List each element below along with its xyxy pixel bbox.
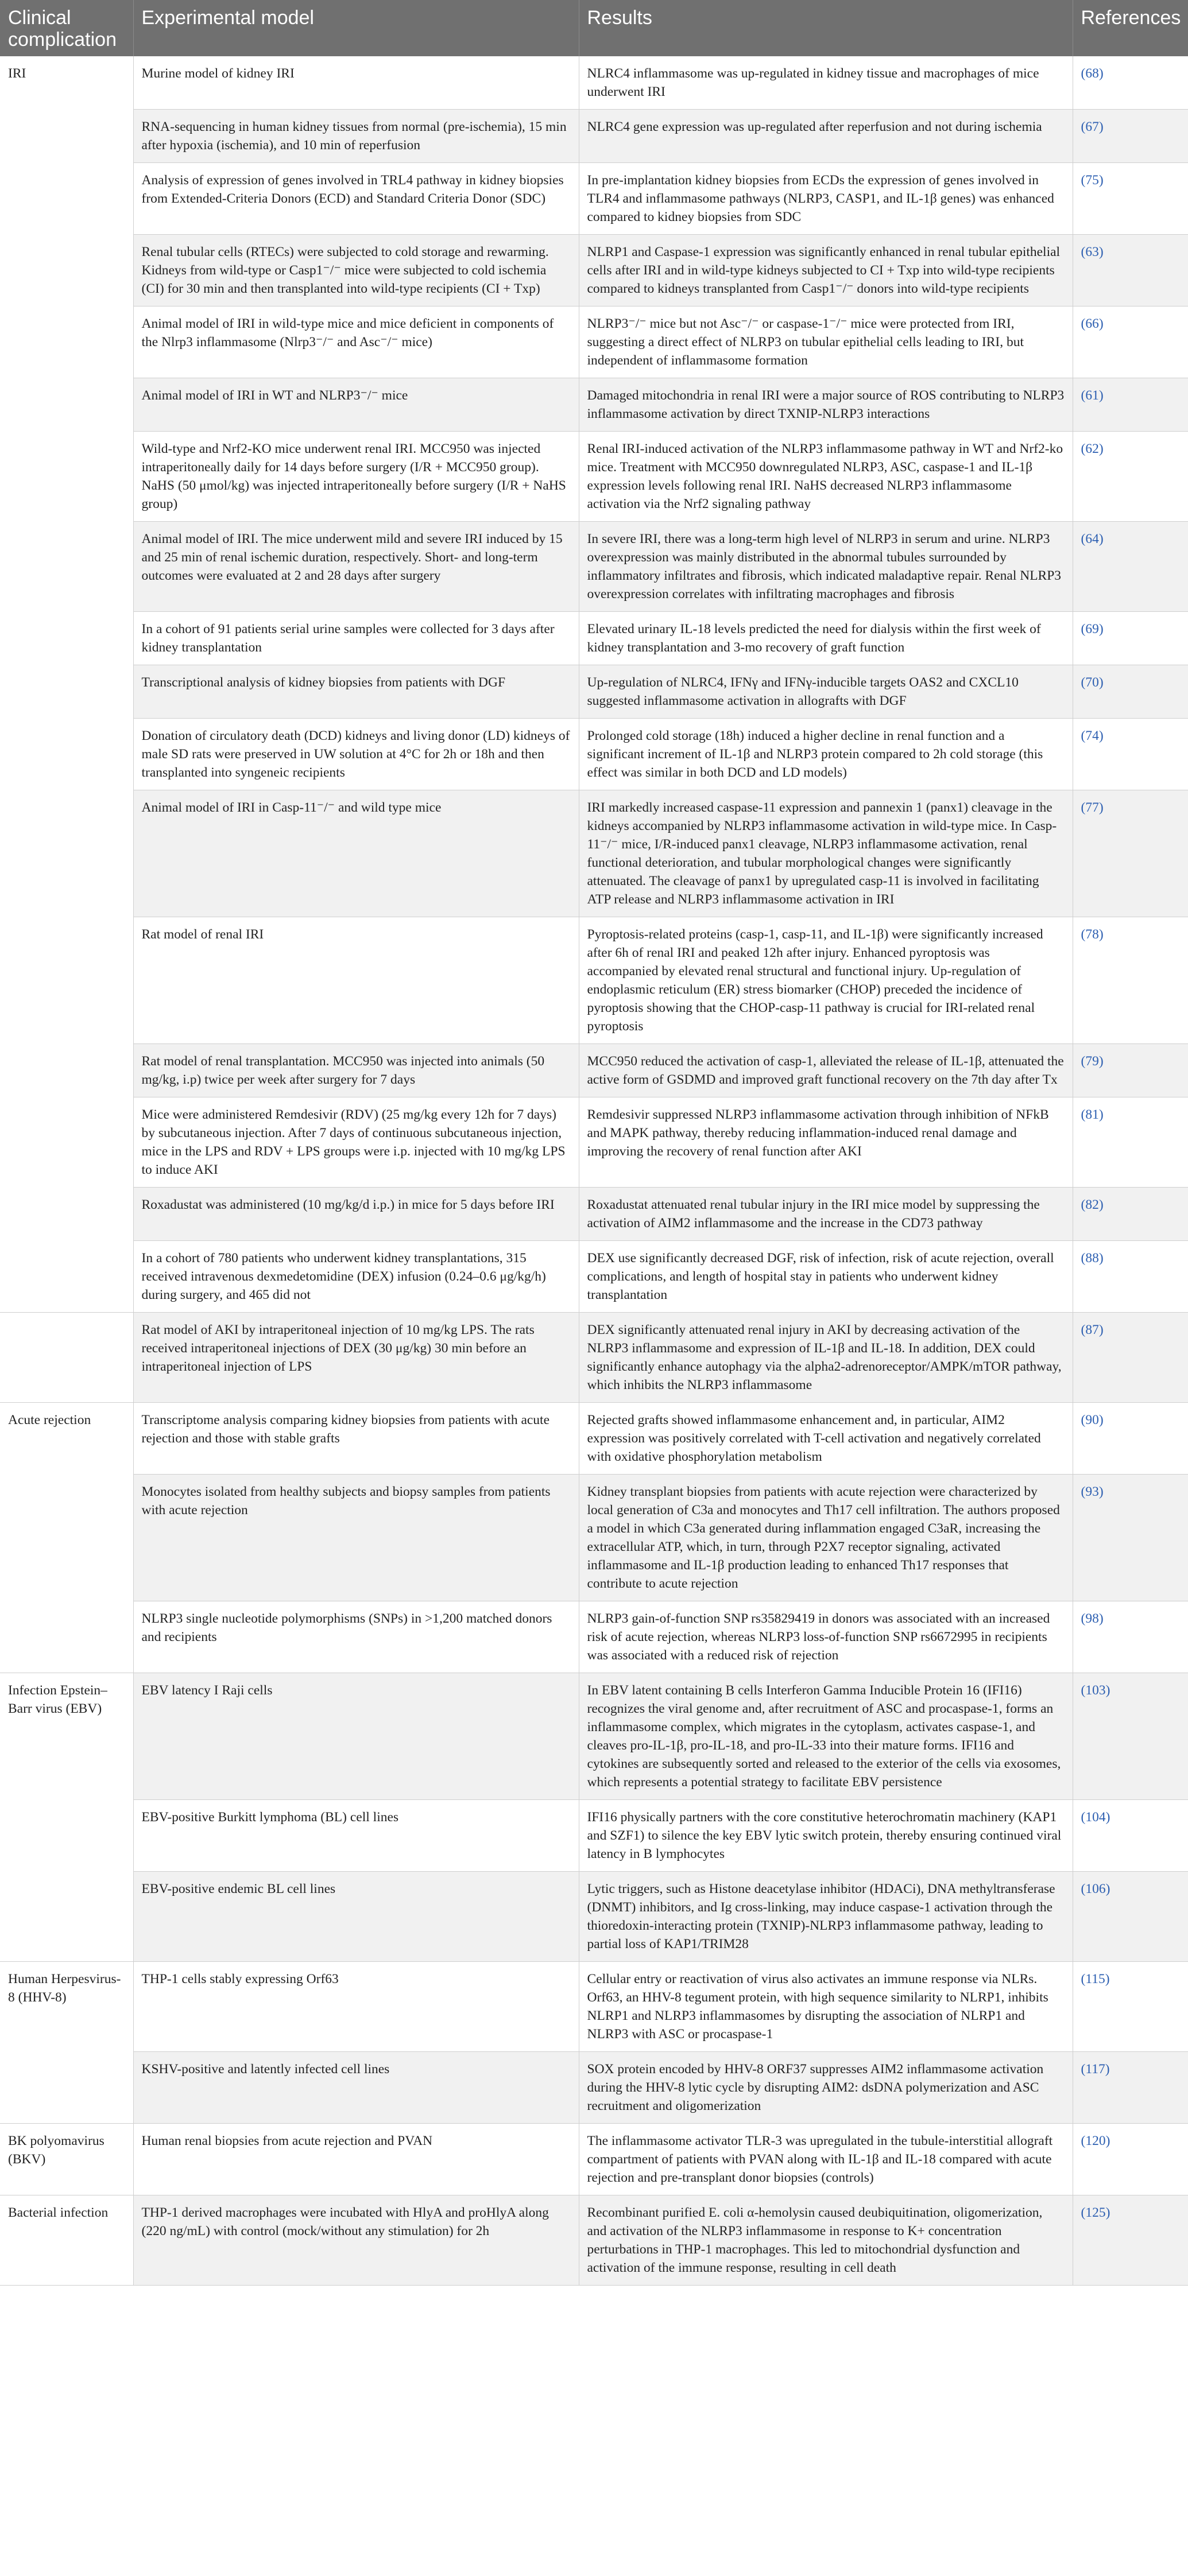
model-cell: Analysis of expression of genes involved in TRL4 pathway in kidney biopsies from Extended-Criteria Donors (ECD) and Standard Criteria Donor (SDC) xyxy=(133,163,579,235)
reference-link[interactable]: (104) xyxy=(1073,1800,1188,1872)
reference-link[interactable]: (74) xyxy=(1073,719,1188,790)
model-cell: EBV latency I Raji cells xyxy=(133,1673,579,1800)
complication-cell: Human Herpesvirus-8 (HHV-8) xyxy=(0,1962,133,2124)
table-row xyxy=(0,307,1188,378)
model-cell: EBV-positive Burkitt lymphoma (BL) cell lines xyxy=(133,1800,579,1872)
model-cell: Monocytes isolated from healthy subjects and biopsy samples from patients with acute rejection xyxy=(133,1475,579,1601)
result-cell: DEX significantly attenuated renal injury in AKI by decreasing activation of the NLRP3 inflammasome and expression of IL-1β and IL-18. In addition, DEX could significantly enhance autophagy via the alpha2-adrenoreceptor/AMPK/mTOR pathway, which inhibits the NLRP3 inflammasome xyxy=(579,1313,1073,1403)
result-cell: NLRC4 gene expression was up-regulated after reperfusion and not during ischemia xyxy=(579,110,1073,163)
model-cell: Human renal biopsies from acute rejection and PVAN xyxy=(133,2124,579,2195)
table-row xyxy=(0,1475,1188,1601)
reference-link[interactable]: (90) xyxy=(1073,1403,1188,1475)
result-cell: The inflammasome activator TLR-3 was upregulated in the tubule-interstitial allograft compartment of patients with PVAN along with IL-1β and IL-18 compared with acute rejection and pre-transplant donor biopsies (controls) xyxy=(579,2124,1073,2195)
reference-link[interactable]: (81) xyxy=(1073,1097,1188,1188)
header-experimental-model: Experimental model xyxy=(133,0,579,56)
result-cell: Elevated urinary IL-18 levels predicted the need for dialysis within the first week of kidney transplantation and 3-mo recovery of graft function xyxy=(579,612,1073,665)
reference-link[interactable]: (64) xyxy=(1073,522,1188,612)
result-cell: IRI markedly increased caspase-11 expression and pannexin 1 (panx1) cleavage in the kidneys accompanied by NLRP3 inflammasome activation in wild-type mice. In Casp-11⁻/⁻ mice, I/R-induced panx1 cleavage, NLRP3 inflammasome activation, renal functional deterioration, and tubular morphological changes were significantly attenuated. The cleavage of panx1 by upregulated casp-11 is involved in facilitating ATP release and NLRP3 inflammasome activation in IRI xyxy=(579,790,1073,917)
table-row xyxy=(0,665,1188,719)
reference-link[interactable]: (67) xyxy=(1073,110,1188,163)
table-row xyxy=(0,2195,1188,2286)
model-cell: Rat model of AKI by intraperitoneal injection of 10 mg/kg LPS. The rats received intraperitoneal injections of DEX (30 μg/kg) 30 min before an intraperitoneal injection of LPS xyxy=(133,1313,579,1403)
model-cell: Murine model of kidney IRI xyxy=(133,56,579,110)
result-cell: NLRP3⁻/⁻ mice but not Asc⁻/⁻ or caspase-1⁻/⁻ mice were protected from IRI, suggesting a direct effect of NLRP3 on tubular epithelial cells leading to IRI, but independent of inflammasome formation xyxy=(579,307,1073,378)
result-cell: Up-regulation of NLRC4, IFNγ and IFNγ-inducible targets OAS2 and CXCL10 suggested inflammasome activation in allografts with DGF xyxy=(579,665,1073,719)
reference-link[interactable]: (68) xyxy=(1073,56,1188,110)
table-row xyxy=(0,163,1188,235)
result-cell: In EBV latent containing B cells Interferon Gamma Inducible Protein 16 (IFI16) recognizes the viral genome and, after recruitment of ASC and procaspase-1, forms an inflammasome complex, which migrates in the cytoplasm, activates caspase-1, and cleaves pro-IL-1β, pro-IL-18, and pro-IL-33 into their mature forms. IFI16 and cytokines are subsequently sorted and released to the exterior of the cells via exosomes, which represents a potential strategy to facilitate EBV persistence xyxy=(579,1673,1073,1800)
result-cell: Lytic triggers, such as Histone deacetylase inhibitor (HDACi), DNA methyltransferase (DNMT) inhibitors, and Ig cross-linking, may induce caspase-1 activation through the thioredoxin-interacting protein (TXNIP)-NLRP3 inflammasome pathway, leading to partial loss of KAP1/TRIM28 xyxy=(579,1872,1073,1962)
result-cell: In severe IRI, there was a long-term high level of NLRP3 in serum and urine. NLRP3 overexpression was mainly distributed in the abnormal tubules surrounded by inflammatory infiltrates and fibrosis, which indicated maladaptive repair. Renal NLRP3 overexpression correlates with infiltrating macrophages and fibrosis xyxy=(579,522,1073,612)
complication-cell: Bacterial infection xyxy=(0,2195,133,2286)
result-cell: Damaged mitochondria in renal IRI were a major source of ROS contributing to NLRP3 inflammasome activation by direct TXNIP-NLRP3 interactions xyxy=(579,378,1073,432)
result-cell: Remdesivir suppressed NLRP3 inflammasome activation through inhibition of NFkB and MAPK pathway, thereby reducing inflammation-induced renal damage and improving the recovery of renal function after AKI xyxy=(579,1097,1073,1188)
header-references: References xyxy=(1073,0,1188,56)
table-row xyxy=(0,612,1188,665)
model-cell: Donation of circulatory death (DCD) kidneys and living donor (LD) kidneys of male SD rats were preserved in UW solution at 4°C for 2h or 18h and then transplanted into syngeneic recipients xyxy=(133,719,579,790)
header-results: Results xyxy=(579,0,1073,56)
model-cell: Animal model of IRI. The mice underwent mild and severe IRI induced by 15 and 25 min of renal ischemic duration, respectively. Short- and long-term outcomes were evaluated at 2 and 28 days after surgery xyxy=(133,522,579,612)
result-cell: DEX use significantly decreased DGF, risk of infection, risk of acute rejection, overall complications, and length of hospital stay in patients who underwent kidney transplantation xyxy=(579,1241,1073,1313)
model-cell: THP-1 cells stably expressing Orf63 xyxy=(133,1962,579,2052)
reference-link[interactable]: (69) xyxy=(1073,612,1188,665)
model-cell: Transcriptional analysis of kidney biopsies from patients with DGF xyxy=(133,665,579,719)
table-row xyxy=(0,2052,1188,2124)
table-row xyxy=(0,1097,1188,1188)
reference-link[interactable]: (82) xyxy=(1073,1188,1188,1241)
reference-link[interactable]: (78) xyxy=(1073,917,1188,1044)
result-cell: SOX protein encoded by HHV-8 ORF37 suppresses AIM2 inflammasome activation during the HHV-8 lytic cycle by disrupting AIM2: dsDNA polymerization and ASC recruitment and oligomerization xyxy=(579,2052,1073,2124)
reference-link[interactable]: (98) xyxy=(1073,1601,1188,1673)
result-cell: In pre-implantation kidney biopsies from ECDs the expression of genes involved in TLR4 and inflammasome pathways (NLRP3, CASP1, and IL-1β genes) was enhanced compared to kidney biopsies from SDC xyxy=(579,163,1073,235)
model-cell: NLRP3 single nucleotide polymorphisms (SNPs) in >1,200 matched donors and recipients xyxy=(133,1601,579,1673)
table-row xyxy=(0,917,1188,1044)
table-row xyxy=(0,56,1188,110)
reference-link[interactable]: (66) xyxy=(1073,307,1188,378)
table-body xyxy=(0,56,1188,2286)
table-row xyxy=(0,1962,1188,2052)
header-clinical-complication: Clinical complication xyxy=(0,0,133,56)
model-cell: Rat model of renal transplantation. MCC950 was injected into animals (50 mg/kg, i.p) twice per week after surgery for 7 days xyxy=(133,1044,579,1097)
complication-cell: Infection Epstein–Barr virus (EBV) xyxy=(0,1673,133,1962)
table-row xyxy=(0,1241,1188,1313)
table-row xyxy=(0,110,1188,163)
reference-link[interactable]: (70) xyxy=(1073,665,1188,719)
model-cell: Transcriptome analysis comparing kidney biopsies from patients with acute rejection and those with stable grafts xyxy=(133,1403,579,1475)
result-cell: Cellular entry or reactivation of virus also activates an immune response via NLRs. Orf63, an HHV-8 tegument protein, with high sequence similarity to NLRP1, inhibits NLRP1 and NLRP3 inflammasomes by disrupting the association of NLRP1 and NLRP3 with ASC or procaspase-1 xyxy=(579,1962,1073,2052)
model-cell: Mice were administered Remdesivir (RDV) (25 mg/kg every 12h for 7 days) by subcutaneous injection. After 7 days of continuous subcutaneous injection, mice in the LPS and RDV + LPS groups were i.p. injected with 10 mg/kg LPS to induce AKI xyxy=(133,1097,579,1188)
reference-link[interactable]: (87) xyxy=(1073,1313,1188,1403)
complication-cell xyxy=(0,1313,133,1403)
table-row xyxy=(0,1673,1188,1800)
table-row xyxy=(0,235,1188,307)
model-cell: EBV-positive endemic BL cell lines xyxy=(133,1872,579,1962)
result-cell: Rejected grafts showed inflammasome enhancement and, in particular, AIM2 expression was positively correlated with T-cell activation and negatively correlated with oxidative phosphorylation metabolism xyxy=(579,1403,1073,1475)
result-cell: Recombinant purified E. coli α-hemolysin caused deubiquitination, oligomerization, and activation of the NLRP3 inflammasome in response to K+ concentration perturbations in THP-1 macrophages. This led to mitochondrial dysfunction and activation of the immune response, resulting in cell death xyxy=(579,2195,1073,2286)
reference-link[interactable]: (120) xyxy=(1073,2124,1188,2195)
model-cell: RNA-sequencing in human kidney tissues from normal (pre-ischemia), 15 min after hypoxia (ischemia), and 10 min of reperfusion xyxy=(133,110,579,163)
table-row xyxy=(0,522,1188,612)
model-cell: THP-1 derived macrophages were incubated with HlyA and proHlyA along (220 ng/mL) with control (mock/without any stimulation) for 2h xyxy=(133,2195,579,2286)
model-cell: Animal model of IRI in wild-type mice and mice deficient in components of the Nlrp3 inflammasome (Nlrp3⁻/⁻ and Asc⁻/⁻ mice) xyxy=(133,307,579,378)
model-cell: Animal model of IRI in Casp-11⁻/⁻ and wild type mice xyxy=(133,790,579,917)
reference-link[interactable]: (77) xyxy=(1073,790,1188,917)
table-row xyxy=(0,1601,1188,1673)
table-row xyxy=(0,719,1188,790)
table-header-row xyxy=(0,0,1188,56)
reference-link[interactable]: (117) xyxy=(1073,2052,1188,2124)
model-cell: Wild-type and Nrf2-KO mice underwent renal IRI. MCC950 was injected intraperitoneally daily for 14 days before surgery (I/R + MCC950 group). NaHS (50 μmol/kg) was injected intraperitoneally before surgery (I/R + NaHS group) xyxy=(133,432,579,522)
result-cell: Roxadustat attenuated renal tubular injury in the IRI mice model by suppressing the activation of AIM2 inflammasome and the increase in the CD73 pathway xyxy=(579,1188,1073,1241)
reference-link[interactable]: (62) xyxy=(1073,432,1188,522)
result-cell: IFI16 physically partners with the core constitutive heterochromatin machinery (KAP1 and SZF1) to silence the key EBV lytic switch protein, thereby ensuring continued viral latency in B lymphocytes xyxy=(579,1800,1073,1872)
result-cell: Prolonged cold storage (18h) induced a higher decline in renal function and a significant increment of IL-1β and NLRP3 protein compared to 2h cold storage (this effect was similar in both DCD and LD models) xyxy=(579,719,1073,790)
result-cell: Pyroptosis-related proteins (casp-1, casp-11, and IL-1β) were significantly increased after 6h of renal IRI and peaked 12h after injury. Enhanced pyroptosis was accompanied by elevated renal structural and functional injury. Up-regulation of endoplasmic reticulum (ER) stress biomarker (CHOP) preceded the incidence of pyroptosis showing that the CHOP-casp-11 pathway is crucial for IRI-related renal pyroptosis xyxy=(579,917,1073,1044)
model-cell: Rat model of renal IRI xyxy=(133,917,579,1044)
result-cell: NLRP3 gain-of-function SNP rs35829419 in donors was associated with an increased risk of acute rejection, whereas NLRP3 loss-of-function SNP rs6672995 in recipients was associated with a reduced risk of rejection xyxy=(579,1601,1073,1673)
reference-link[interactable]: (125) xyxy=(1073,2195,1188,2286)
table-row xyxy=(0,1044,1188,1097)
table-row xyxy=(0,790,1188,917)
reference-link[interactable]: (63) xyxy=(1073,235,1188,307)
complication-cell: IRI xyxy=(0,56,133,1313)
result-cell: MCC950 reduced the activation of casp-1, alleviated the release of IL-1β, attenuated the active form of GSDMD and improved graft functional recovery on the 7th day after Tx xyxy=(579,1044,1073,1097)
model-cell: Renal tubular cells (RTECs) were subjected to cold storage and rewarming. Kidneys from wild-type or Casp1⁻/⁻ mice were subjected to cold ischemia (CI) for 30 min and then transplanted into wild-type recipients (CI + Txp) xyxy=(133,235,579,307)
model-cell: In a cohort of 91 patients serial urine samples were collected for 3 days after kidney transplantation xyxy=(133,612,579,665)
model-cell: KSHV-positive and latently infected cell lines xyxy=(133,2052,579,2124)
table-row xyxy=(0,1188,1188,1241)
table-row xyxy=(0,378,1188,432)
result-cell: NLRC4 inflammasome was up-regulated in kidney tissue and macrophages of mice underwent IRI xyxy=(579,56,1073,110)
complication-cell: Acute rejection xyxy=(0,1403,133,1673)
table-row xyxy=(0,1403,1188,1475)
reference-link[interactable]: (106) xyxy=(1073,1872,1188,1962)
model-cell: Animal model of IRI in WT and NLRP3⁻/⁻ mice xyxy=(133,378,579,432)
model-cell: In a cohort of 780 patients who underwent kidney transplantations, 315 received intravenous dexmedetomidine (DEX) infusion (0.24–0.6 μg/kg/h) during surgery, and 465 did not xyxy=(133,1241,579,1313)
table-row xyxy=(0,2124,1188,2195)
complication-cell: BK polyomavirus (BKV) xyxy=(0,2124,133,2195)
table-row xyxy=(0,432,1188,522)
result-cell: Kidney transplant biopsies from patients with acute rejection were characterized by local generation of C3a and monocytes and Th17 cell infiltration. The authors proposed a model in which C3a generated during inflammation engaged C3aR, increasing the extracellular ATP, which, in turn, through P2X7 receptor signaling, activated inflammasome and IL-1β production leading to enhanced Th17 responses that contribute to acute rejection xyxy=(579,1475,1073,1601)
model-cell: Roxadustat was administered (10 mg/kg/d i.p.) in mice for 5 days before IRI xyxy=(133,1188,579,1241)
result-cell: NLRP1 and Caspase-1 expression was significantly enhanced in renal tubular epithelial cells after IRI and in wild-type kidneys subjected to CI + Txp into wild-type recipients compared to kidneys transplanted from Casp1⁻/⁻ donors into wild-type recipients xyxy=(579,235,1073,307)
reference-link[interactable]: (61) xyxy=(1073,378,1188,432)
reference-link[interactable]: (115) xyxy=(1073,1962,1188,2052)
reference-link[interactable]: (88) xyxy=(1073,1241,1188,1313)
table-row xyxy=(0,1872,1188,1962)
table-row xyxy=(0,1313,1188,1403)
result-cell: Renal IRI-induced activation of the NLRP3 inflammasome pathway in WT and Nrf2-ko mice. Treatment with MCC950 downregulated NLRP3, ASC, caspase-1 and IL-1β expression levels following renal IRI. NaHS decreased NLRP3 inflammasome activation via the Nrf2 signaling pathway xyxy=(579,432,1073,522)
reference-link[interactable]: (75) xyxy=(1073,163,1188,235)
table-row xyxy=(0,1800,1188,1872)
reference-link[interactable]: (93) xyxy=(1073,1475,1188,1601)
reference-link[interactable]: (103) xyxy=(1073,1673,1188,1800)
reference-link[interactable]: (79) xyxy=(1073,1044,1188,1097)
